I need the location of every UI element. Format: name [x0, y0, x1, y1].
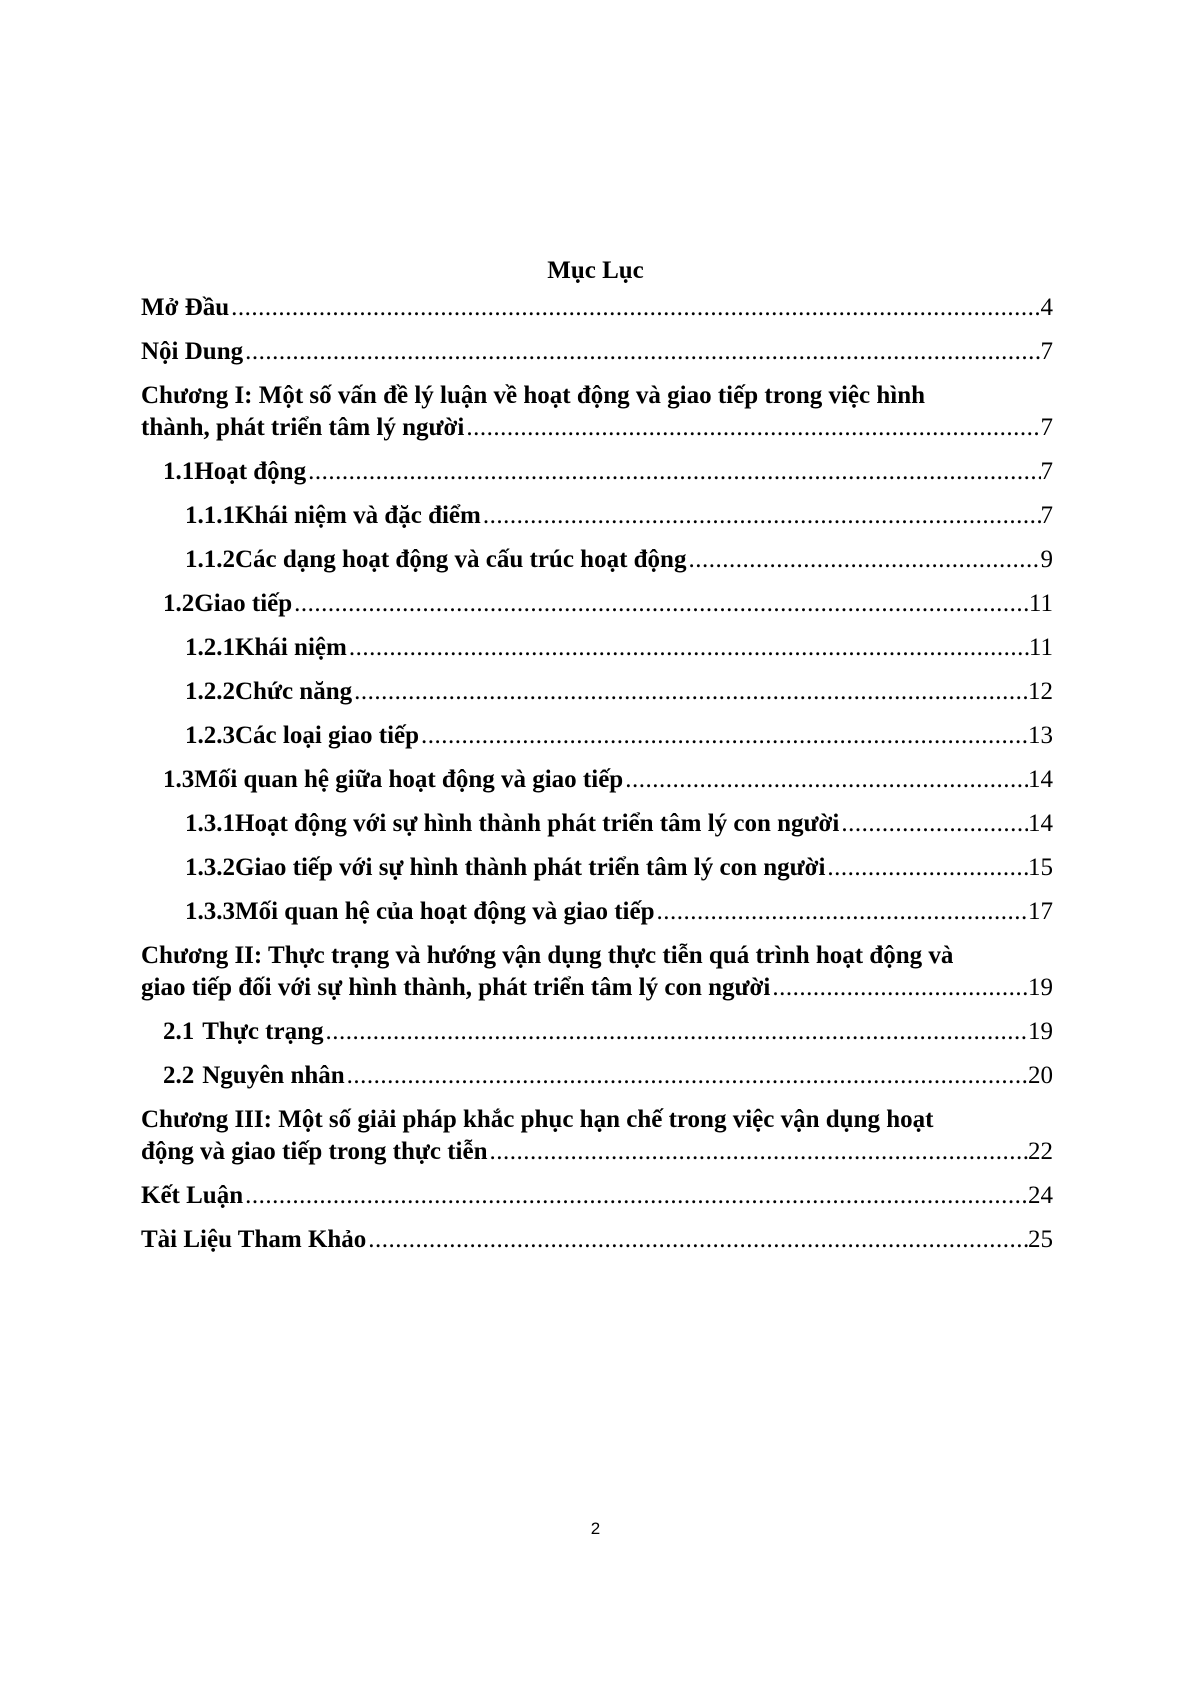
toc-entry-title: Giao tiếp với sự hình thành phát triển tâm lý con người: [235, 854, 826, 881]
toc-entry-chapter[interactable]: [141, 940, 1053, 1010]
toc-entry[interactable]: [141, 456, 1053, 500]
toc-entry[interactable]: [141, 632, 1053, 676]
toc-entry-page: 15: [1028, 854, 1053, 881]
toc-entry-title: Giao tiếp: [194, 590, 293, 617]
toc-entry-title: Kết Luận: [141, 1182, 244, 1209]
toc-entry[interactable]: [141, 336, 1053, 380]
toc-entry-title: Các dạng hoạt động và cấu trúc hoạt động: [235, 546, 687, 573]
toc-entry-page: 7: [1040, 458, 1053, 485]
toc-entry-number: 1.3: [163, 766, 195, 793]
toc-entry-title: Khái niệm: [235, 634, 347, 661]
toc-entry-number: 1.2.1: [185, 634, 235, 661]
toc-entry-title-line2: động và giao tiếp trong thực tiễn: [141, 1138, 488, 1165]
toc-entry[interactable]: [141, 676, 1053, 720]
toc-entry-title: Hoạt động: [194, 458, 307, 485]
dot-leader: [623, 764, 1028, 796]
toc-entry[interactable]: [141, 1016, 1053, 1060]
dot-leader: [243, 336, 1040, 368]
toc-entry-title: Mở Đầu: [141, 294, 230, 321]
toc-entry-page: 11: [1028, 590, 1053, 617]
toc-entry-number: 1.2.2: [185, 678, 235, 705]
toc-entry[interactable]: [141, 1224, 1053, 1268]
toc-entry-title: Mối quan hệ giữa hoạt động và giao tiếp: [194, 766, 624, 793]
toc-entry-page: 14: [1028, 766, 1053, 793]
dot-leader: [229, 292, 1040, 324]
toc-entry-page: 25: [1028, 1226, 1053, 1253]
table-of-contents: [141, 292, 1053, 1268]
dot-leader: [352, 676, 1028, 708]
toc-entry-page: 19: [1028, 974, 1053, 1001]
toc-entry-page: 11: [1028, 634, 1053, 661]
dot-leader: [324, 1016, 1028, 1048]
toc-entry-title: Nguyên nhân: [202, 1062, 345, 1089]
toc-entry-number: 1.1.1: [185, 502, 235, 529]
toc-entry-chapter[interactable]: [141, 380, 1053, 450]
toc-entry[interactable]: [141, 544, 1053, 588]
toc-entry[interactable]: [141, 500, 1053, 544]
toc-entry-title-line1: Chương I: Một số vấn đề lý luận về hoạt động và giao tiếp trong việc hình: [141, 382, 926, 409]
dot-leader: [292, 588, 1029, 620]
toc-entry[interactable]: [141, 852, 1053, 896]
dot-leader: [488, 1136, 1029, 1168]
toc-entry-title: Chức năng: [235, 678, 353, 705]
dot-leader: [419, 720, 1028, 752]
dot-leader: [655, 896, 1028, 928]
dot-leader: [825, 852, 1028, 884]
toc-entry-page: 7: [1040, 338, 1053, 365]
dot-leader: [347, 632, 1029, 664]
toc-entry[interactable]: [141, 1060, 1053, 1104]
toc-entry-number: 1.2: [163, 590, 195, 617]
toc-entry-chapter[interactable]: [141, 1104, 1053, 1174]
toc-entry-page: 19: [1028, 1018, 1053, 1045]
toc-entry-page: 9: [1040, 546, 1053, 573]
toc-entry-page: 22: [1028, 1138, 1053, 1165]
toc-entry-title: Nội Dung: [141, 338, 244, 365]
toc-entry-number: 2.2: [163, 1062, 195, 1089]
dot-leader: [686, 544, 1040, 576]
toc-entry-title-line1: Chương II: Thực trạng và hướng vận dụng thực tiễn quá trình hoạt động và: [141, 942, 954, 969]
dot-leader: [345, 1060, 1028, 1092]
toc-entry[interactable]: [141, 292, 1053, 336]
toc-entry[interactable]: [141, 764, 1053, 808]
toc-entry-title: Hoạt động với sự hình thành phát triển tâm lý con người: [235, 810, 840, 837]
dot-leader: [366, 1224, 1028, 1256]
toc-entry-page: 13: [1028, 722, 1053, 749]
toc-entry-page: 7: [1040, 414, 1053, 441]
toc-entry[interactable]: [141, 720, 1053, 764]
toc-entry-number: 1.3.1: [185, 810, 235, 837]
dot-leader: [243, 1180, 1028, 1212]
toc-entry-page: 12: [1028, 678, 1053, 705]
toc-entry-title: Các loại giao tiếp: [235, 722, 420, 749]
toc-entry-number: 1.3.3: [185, 898, 235, 925]
toc-entry[interactable]: [141, 808, 1053, 852]
toc-entry-number: 1.1.2: [185, 546, 235, 573]
toc-entry-title-line2: thành, phát triển tâm lý người: [141, 414, 465, 441]
toc-entry-number: 1.2.3: [185, 722, 235, 749]
toc-entry-number: 2.1: [163, 1018, 195, 1045]
toc-entry-title: Tài Liệu Tham Khảo: [141, 1226, 367, 1253]
toc-entry[interactable]: [141, 1180, 1053, 1224]
toc-entry-title: Mối quan hệ của hoạt động và giao tiếp: [235, 898, 655, 925]
toc-entry-title-line1: Chương III: Một số giải pháp khắc phục hạn chế trong việc vận dụng hoạt: [141, 1106, 934, 1133]
dot-leader: [481, 500, 1041, 532]
toc-title: Mục Lục: [547, 257, 644, 284]
toc-entry-page: 4: [1040, 294, 1053, 321]
toc-entry-page: 17: [1028, 898, 1053, 925]
toc-entry-page: 14: [1028, 810, 1053, 837]
toc-entry-page: 7: [1040, 502, 1053, 529]
toc-entry-page: 24: [1028, 1182, 1053, 1209]
toc-entry-title-line2: giao tiếp đối với sự hình thành, phát triển tâm lý con người: [141, 974, 771, 1001]
toc-entry[interactable]: [141, 896, 1053, 940]
toc-entry-page: 20: [1028, 1062, 1053, 1089]
toc-entry-number: 1.1: [163, 458, 195, 485]
toc-entry-title: Thực trạng: [202, 1018, 324, 1045]
dot-leader: [306, 456, 1040, 488]
dot-leader: [464, 412, 1040, 444]
toc-entry-number: 1.3.2: [185, 854, 235, 881]
page-number: 2: [590, 1519, 601, 1538]
toc-entry[interactable]: [141, 588, 1053, 632]
toc-entry-title: Khái niệm và đặc điểm: [235, 502, 481, 529]
dot-leader: [839, 808, 1028, 840]
dot-leader: [770, 972, 1028, 1004]
